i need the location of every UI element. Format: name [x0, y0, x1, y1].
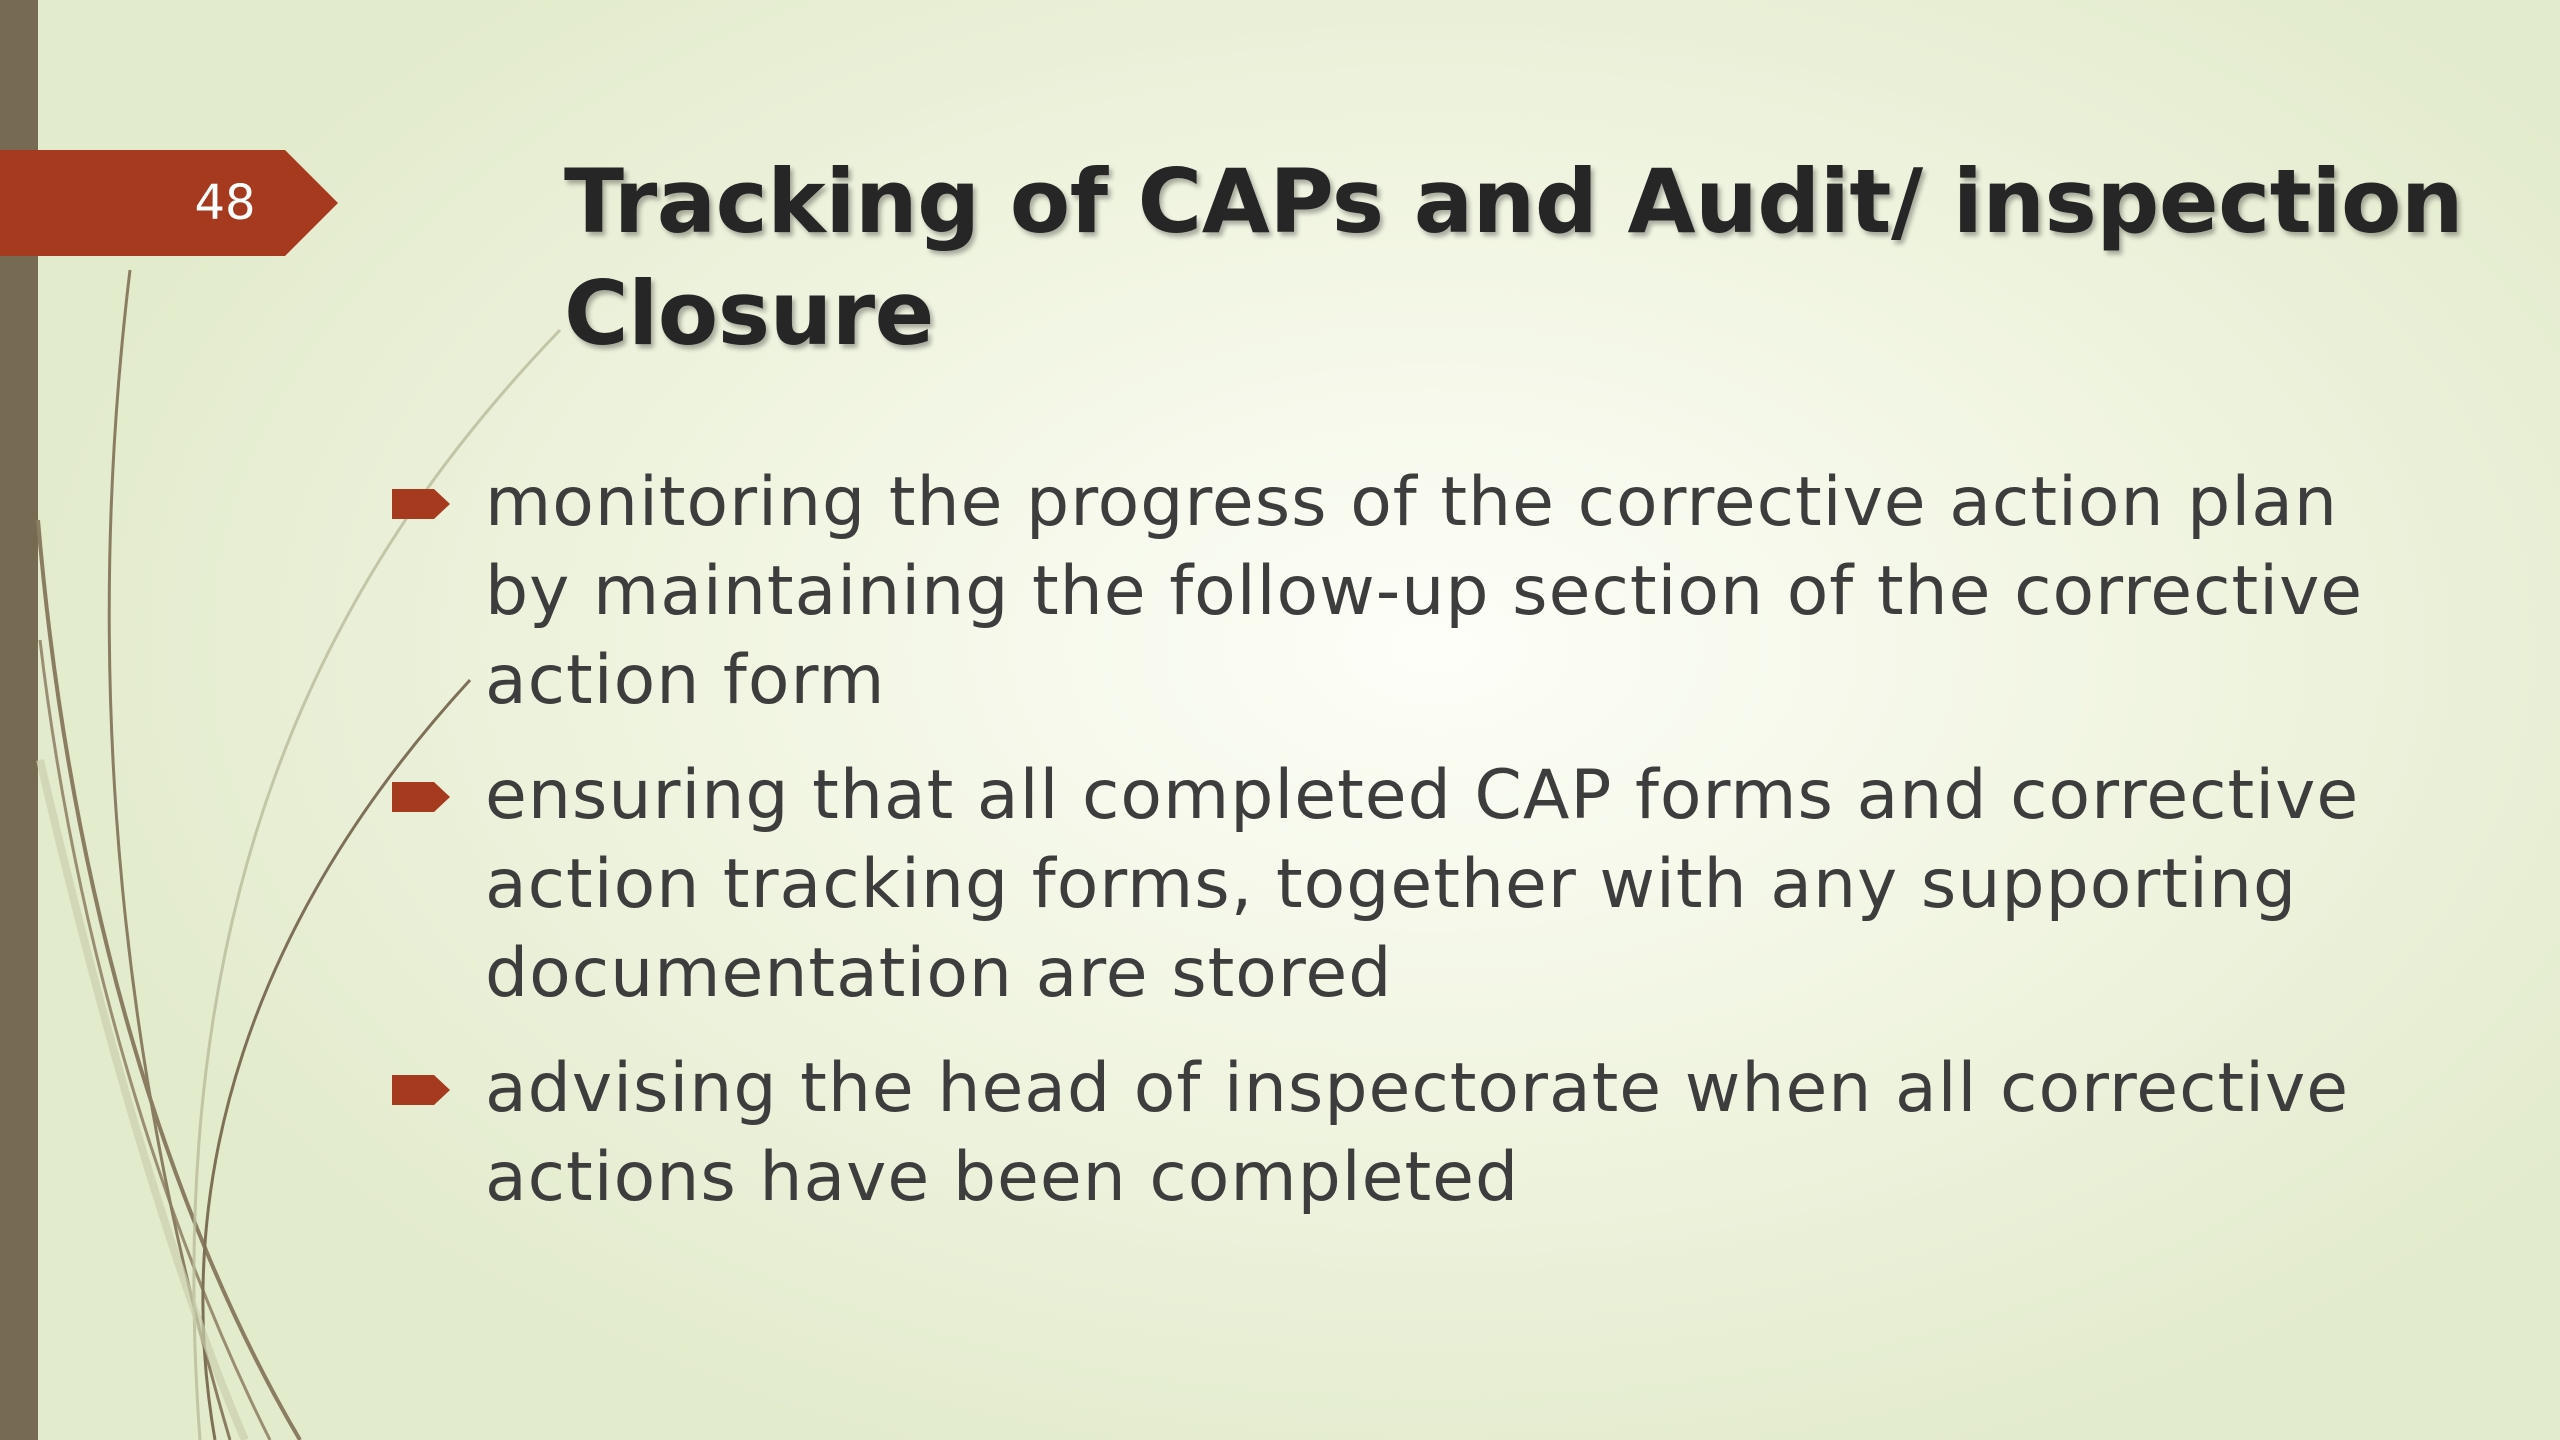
- arrow-bullet-icon: [392, 782, 450, 812]
- bullet-item: [390, 751, 2430, 1018]
- slide-number: 48: [194, 175, 256, 231]
- slide-title: Tracking of CAPs and Audit/ inspection Closure: [564, 150, 2464, 365]
- bullet-text: ensuring that all completed CAP forms and corrective action tracking forms, together with any supporting documentation are stored: [485, 756, 2360, 1013]
- bullet-list: [390, 458, 2430, 1248]
- bullet-item: [390, 1044, 2430, 1222]
- bullet-text: monitoring the progress of the corrective action plan by maintaining the follow-up section of the corrective action form: [485, 463, 2364, 720]
- bullet-text: advising the head of inspectorate when all corrective actions have been completed: [485, 1049, 2350, 1217]
- bullet-item: [390, 458, 2430, 725]
- arrow-bullet-icon: [392, 1075, 450, 1105]
- arrow-bullet-icon: [392, 489, 450, 519]
